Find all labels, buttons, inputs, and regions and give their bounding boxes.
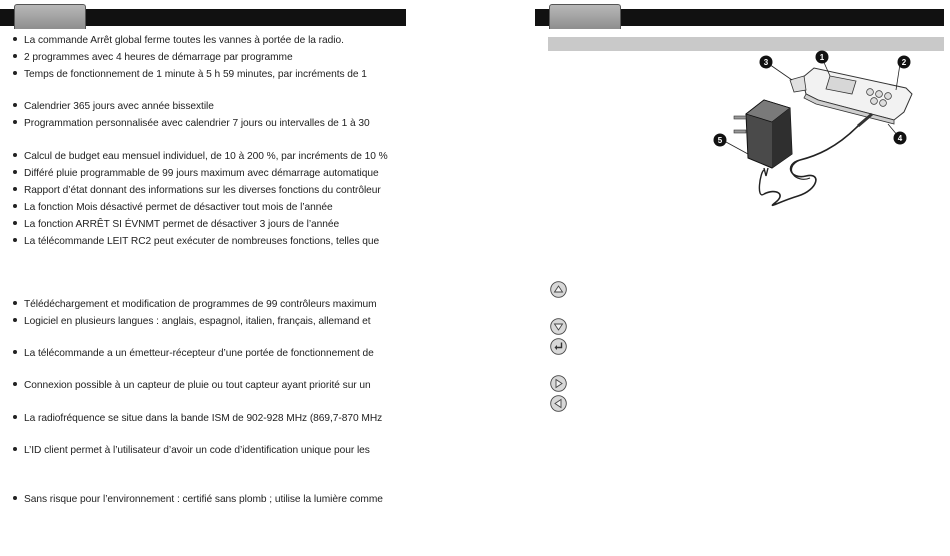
callout-4: [894, 132, 907, 145]
list-item: Calcul de budget eau mensuel individuel, de 10 à 200 %, par incréments de 10 %: [12, 151, 388, 163]
power-adapter: [734, 100, 792, 176]
left-arrow-button-icon: [550, 395, 567, 412]
remote-handset: [790, 68, 912, 124]
callout-5: [714, 134, 727, 147]
list-item: La radiofréquence se situe dans la bande ISM de 902-928 MHz (869,7-870 MHz: [12, 413, 382, 425]
list-item: La télécommande LEIT RC2 peut exécuter de nombreuses fonctions, telles que: [12, 236, 379, 248]
list-item: La commande Arrêt global ferme toutes les vannes à portée de la radio.: [12, 35, 344, 47]
section-gray-band: [548, 37, 944, 51]
svg-text:1: 1: [819, 53, 825, 62]
svg-text:4: 4: [897, 134, 903, 143]
list-item: Programmation personnalisée avec calendrier 7 jours ou intervalles de 1 à 30: [12, 118, 370, 130]
list-item: Rapport d’état donnant des informations sur les diverses fonctions du contrôleur: [12, 185, 381, 197]
callout-2: [898, 56, 911, 69]
list-item: Télédéchargement et modification de programmes de 99 contrôleurs maximum: [12, 299, 377, 311]
right-header-tab: [549, 4, 621, 29]
down-arrow-button-icon: [550, 318, 567, 335]
callout-1: [816, 51, 829, 64]
callout-3: [760, 56, 773, 69]
svg-text:3: 3: [763, 58, 769, 67]
list-item: Différé pluie programmable de 99 jours maximum avec démarrage automatique: [12, 168, 379, 180]
svg-text:5: 5: [717, 136, 723, 145]
list-item: Logiciel en plusieurs langues : anglais, espagnol, italien, français, allemand et: [12, 316, 371, 328]
list-item: 2 programmes avec 4 heures de démarrage par programme: [12, 52, 293, 64]
right-arrow-button-icon: [550, 375, 567, 392]
list-item: La fonction ARRÊT SI ÉVNMT permet de désactiver 3 jours de l’année: [12, 219, 339, 231]
list-item: Connexion possible à un capteur de pluie ou tout capteur ayant priorité sur un: [12, 380, 371, 392]
list-item: Temps de fonctionnement de 1 minute à 5 h 59 minutes, par incréments de 1: [12, 69, 367, 81]
up-arrow-button-icon: [550, 281, 567, 298]
list-item: L’ID client permet à l’utilisateur d’avoir un code d’identification unique pour les: [12, 445, 370, 457]
list-item: Sans risque pour l’environnement : certifié sans plomb ; utilise la lumière comme: [12, 494, 383, 506]
left-header-tab: [14, 4, 86, 29]
list-item: Calendrier 365 jours avec année bissextile: [12, 101, 214, 113]
list-item: La télécommande a un émetteur-récepteur d’une portée de fonctionnement de: [12, 348, 374, 360]
enter-button-icon: [550, 338, 567, 355]
list-item: La fonction Mois désactivé permet de désactiver tout mois de l’année: [12, 202, 333, 214]
svg-text:2: 2: [901, 58, 907, 67]
product-illustration: [706, 50, 928, 220]
